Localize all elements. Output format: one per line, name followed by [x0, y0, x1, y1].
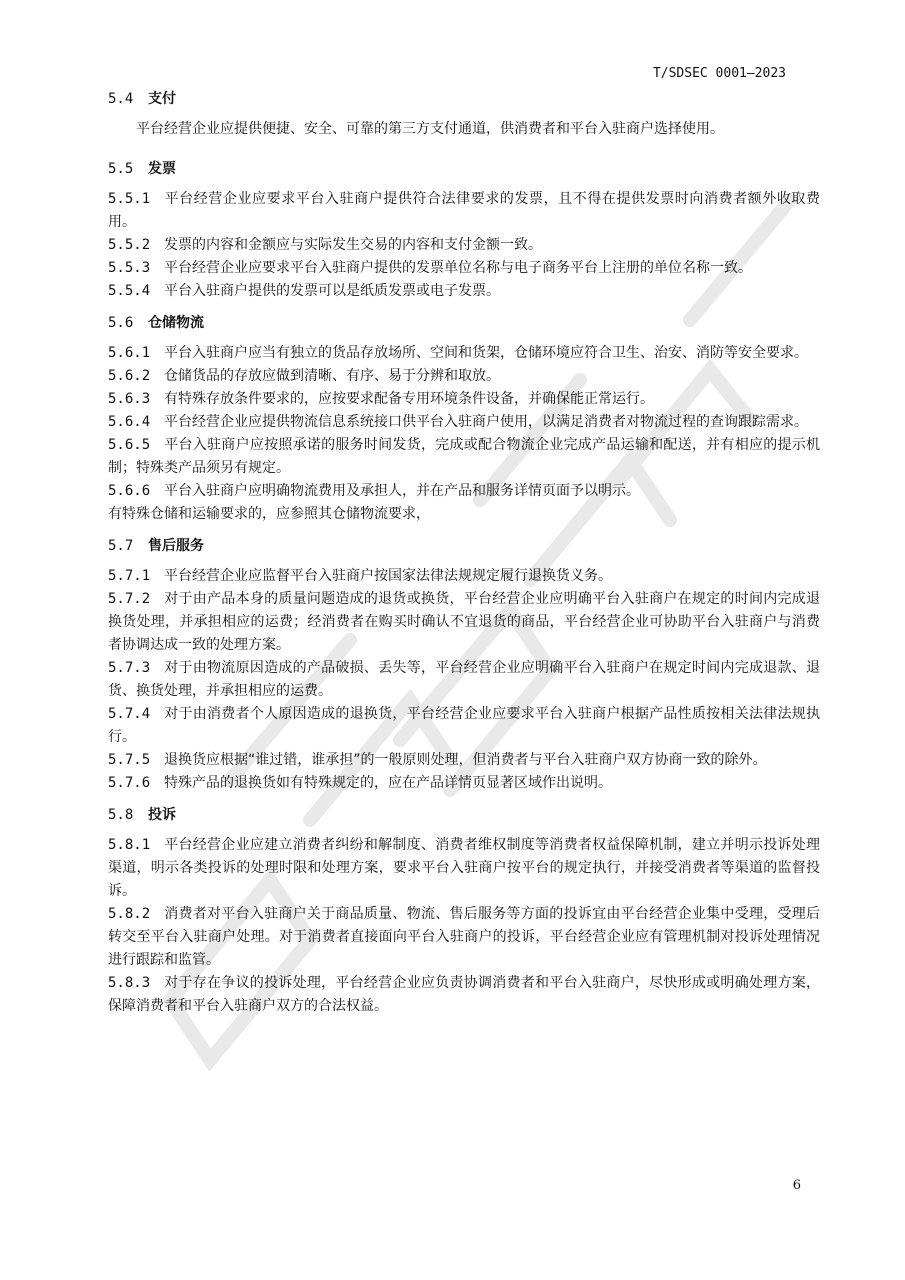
clause-item: [108, 772, 820, 795]
clause-text: 平台经营企业应要求平台入驻商户提供符合法律要求的发票，且不得在提供发票时向消费者额外收取费用。: [108, 191, 820, 230]
section-title: 投诉: [148, 807, 176, 823]
clause-item: [108, 434, 820, 480]
clause-number: 5.7.4: [108, 706, 151, 722]
clause-number: 5.7.5: [108, 752, 151, 768]
clause-text: 对于由产品本身的质量问题造成的退货或换货，平台经营企业应明确平台入驻商户在规定的时间内完成退换货处理，并承担相应的运费；经消费者在购买时确认不宜退货的商品，平台经营企业可协助平台入驻商户与消费者协调达成一致的处理方案。: [108, 591, 820, 653]
section-number: 5.8: [108, 807, 134, 823]
section-heading: [108, 88, 820, 111]
clause-text: 特殊产品的退换货如有特殊规定的，应在产品详情页显著区域作出说明。: [164, 775, 612, 791]
clause-number: 5.8.3: [108, 975, 151, 991]
clause-item: [108, 703, 820, 749]
section-number: 5.5: [108, 161, 134, 177]
clause-number: 5.7.1: [108, 568, 151, 584]
clause-number: 5.5.2: [108, 237, 151, 253]
clause-item: [108, 972, 820, 1018]
clause-number: 5.7.2: [108, 591, 151, 607]
clause-number: 5.5.4: [108, 283, 151, 299]
section-heading: [108, 158, 820, 181]
section-number: 5.7: [108, 538, 134, 554]
clause-number: 5.8.1: [108, 837, 151, 853]
clause-number: 5.6.3: [108, 391, 151, 407]
clause-item: [108, 411, 820, 434]
clause-item: [108, 834, 820, 903]
clause-number: 5.6.1: [108, 345, 151, 361]
clause-text: 平台经营企业应建立消费者纠纷和解制度、消费者维权制度等消费者权益保障机制，建立并明示投诉处理渠道，明示各类投诉的处理时限和处理方案，要求平台入驻商户按平台的规定执行，并接受消费者等渠道的监督投诉。: [108, 837, 820, 899]
clause-text: 平台入驻商户应当有独立的货品存放场所、空间和货架，仓储环境应符合卫生、治安、消防等安全要求。: [164, 345, 808, 361]
clause-item: [108, 342, 820, 365]
clause-text: 对于存在争议的投诉处理，平台经营企业应负责协调消费者和平台入驻商户，尽快形成或明确处理方案，保障消费者和平台入驻商户双方的合法权益。: [108, 975, 820, 1014]
clause-item: [108, 588, 820, 657]
clause-text: 平台入驻商户提供的发票可以是纸质发票或电子发票。: [164, 283, 500, 299]
clause-text: 仓储货品的存放应做到清晰、有序、易于分辨和取放。: [164, 368, 500, 384]
clause-number: 5.5.3: [108, 260, 151, 276]
page-number: 6: [792, 1178, 801, 1193]
clause-item: [108, 749, 820, 772]
clause-text: 对于由消费者个人原因造成的退换货，平台经营企业应要求平台入驻商户根据产品性质按相关法律法规执行。: [108, 706, 820, 745]
clause-text: 有特殊存放条件要求的，应按要求配备专用环境条件设备，并确保能正常运行。: [164, 391, 654, 407]
clause-text: 平台经营企业应监督平台入驻商户按国家法律法规规定履行退换货义务。: [164, 568, 612, 584]
clause-number: 5.6.5: [108, 437, 151, 453]
clause-number: 5.8.2: [108, 906, 151, 922]
section-number: 5.4: [108, 91, 134, 107]
clause-item: [108, 903, 820, 972]
clause-item: [108, 280, 820, 303]
section-heading: [108, 535, 820, 558]
clause-number: 5.6.4: [108, 414, 151, 430]
clause-item: [108, 257, 820, 280]
section-note: 有特殊仓储和运输要求的，应参照其仓储物流要求，: [108, 506, 430, 522]
clause-text: 平台入驻商户应按照承诺的服务时间发货，完成或配合物流企业完成产品运输和配送，并有相应的提示机制；特殊类产品须另有规定。: [108, 437, 820, 476]
clause-number: 5.6.6: [108, 483, 151, 499]
clause-text: 退换货应根据“谁过错，谁承担”的一般原则处理，但消费者与平台入驻商户双方协商一致的除外。: [164, 752, 767, 768]
section-number: 5.6: [108, 315, 134, 331]
clause-number: 5.7.6: [108, 775, 151, 791]
clause-text: 对于由物流原因造成的产品破损、丢失等，平台经营企业应明确平台入驻商户在规定时间内完成退款、退货、换货处理，并承担相应的运费。: [108, 660, 820, 699]
section-title: 售后服务: [148, 538, 204, 554]
clause-item: [108, 234, 820, 257]
document-code: T/SDSEC 0001—2023: [652, 66, 786, 81]
section-heading: [108, 312, 820, 335]
clause-item: [108, 565, 820, 588]
document-body: [108, 88, 820, 1018]
clause-number: 5.6.2: [108, 368, 151, 384]
clause-text: 发票的内容和金额应与实际发生交易的内容和支付金额一致。: [164, 237, 542, 253]
section-title: 仓储物流: [148, 315, 204, 331]
clause-number: 5.7.3: [108, 660, 151, 676]
clause-item: [108, 657, 820, 703]
clause-item: [108, 188, 820, 234]
clause-item: [108, 480, 820, 503]
clause-item: [108, 365, 820, 388]
section-title: 支付: [148, 91, 176, 107]
clause-text: 消费者对平台入驻商户关于商品质量、物流、售后服务等方面的投诉宜由平台经营企业集中受理，受理后转交至平台入驻商户处理。对于消费者直接面向平台入驻商户的投诉，平台经营企业应有管理机制对投诉处理情况进行跟踪和监管。: [108, 906, 820, 968]
section-title: 发票: [148, 161, 176, 177]
clause-text: 平台经营企业应提供物流信息系统接口供平台入驻商户使用，以满足消费者对物流过程的查询跟踪需求。: [164, 414, 808, 430]
clause-number: 5.5.1: [108, 191, 151, 207]
clause-text: 平台经营企业应要求平台入驻商户提供的发票单位名称与电子商务平台上注册的单位名称一致。: [164, 260, 752, 276]
section-paragraph: 平台经营企业应提供便捷、安全、可靠的第三方支付通道，供消费者和平台入驻商户选择使用。: [136, 121, 724, 137]
clause-text: 平台入驻商户应明确物流费用及承担人，并在产品和服务详情页面予以明示。: [164, 483, 640, 499]
section-heading: [108, 804, 820, 827]
clause-item: [108, 388, 820, 411]
